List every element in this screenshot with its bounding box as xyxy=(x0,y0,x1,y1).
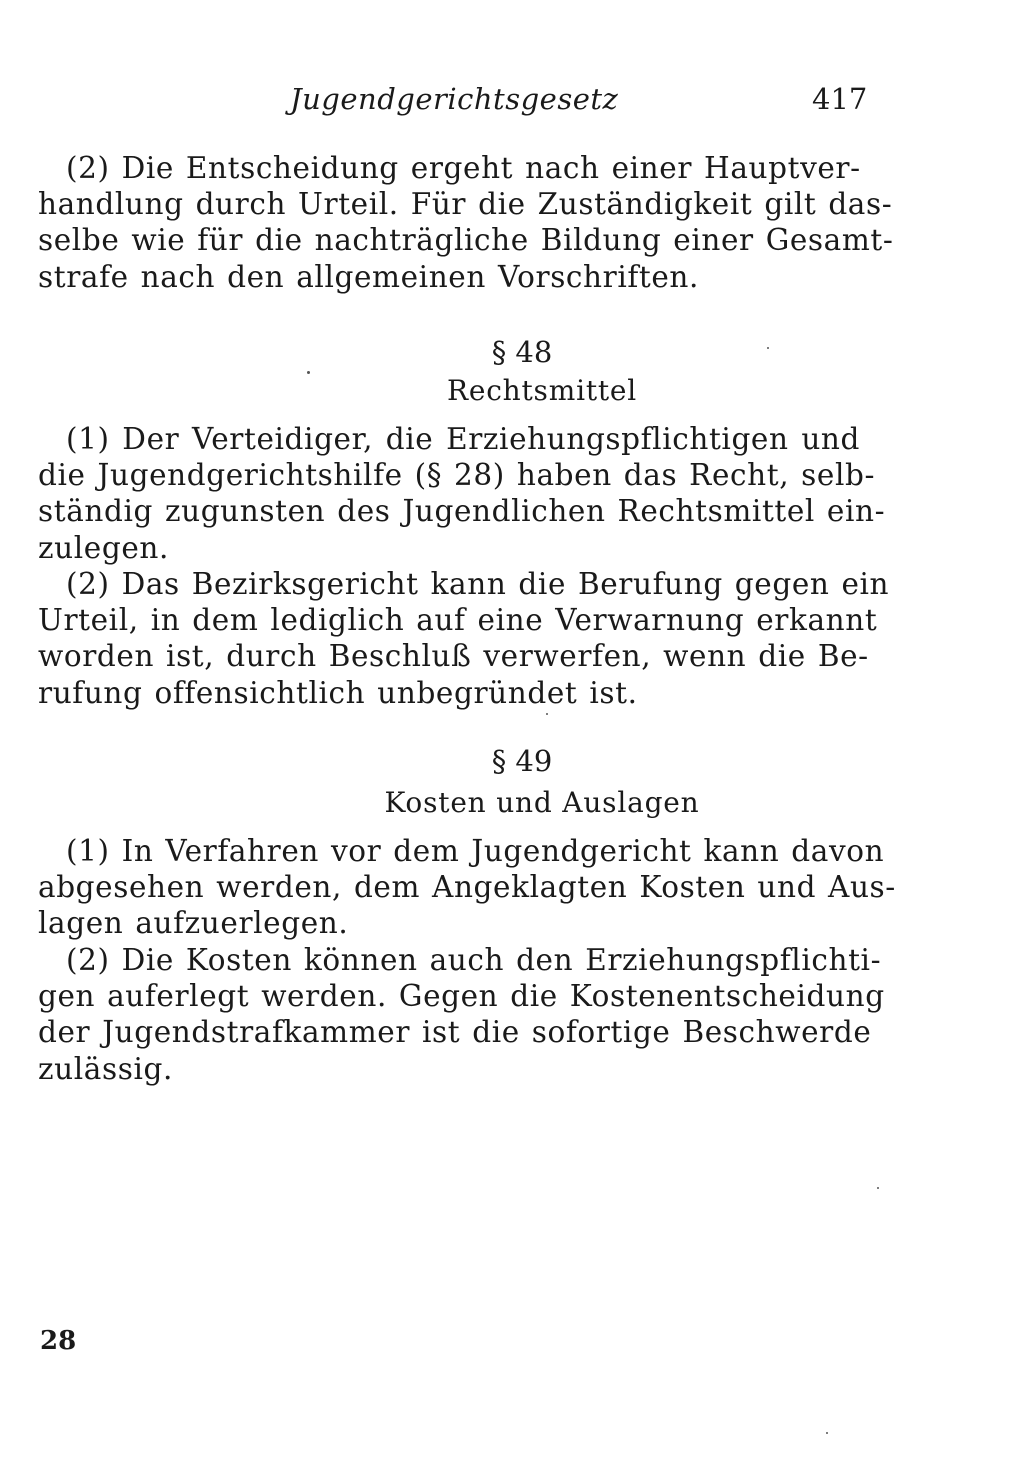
text-line: gen auferlegt werden. Gegen die Kostenentscheidung xyxy=(38,979,885,1014)
paragraph-continuation xyxy=(38,150,894,295)
page-number: 417 xyxy=(812,82,868,116)
section-49-paragraph-2 xyxy=(38,942,885,1087)
text-line: strafe nach den allgemeinen Vorschriften. xyxy=(38,259,700,294)
text-line: zulegen. xyxy=(38,530,169,565)
section-48-paragraph-1 xyxy=(38,421,886,566)
text-line: handlung durch Urteil. Für die Zuständigkeit gilt das- xyxy=(38,187,893,222)
scan-speck xyxy=(546,713,548,715)
text-line: zulässig. xyxy=(38,1051,173,1086)
text-line: (2) Die Kosten können auch den Erziehungspflichti- xyxy=(66,943,882,977)
scan-speck xyxy=(826,1432,828,1434)
text-line: die Jugendgerichtshilfe (§ 28) haben das Recht, selb- xyxy=(38,458,876,493)
text-line: der Jugendstrafkammer ist die sofortige Beschwerde xyxy=(38,1015,872,1050)
section-49-number: § 49 xyxy=(491,744,553,778)
section-48-number: § 48 xyxy=(491,335,553,369)
section-49-title: Kosten und Auslagen xyxy=(384,786,700,819)
text-line: (2) Das Bezirksgericht kann die Berufung gegen ein xyxy=(66,567,890,601)
printer-signature-mark: 28 xyxy=(40,1326,77,1356)
section-48-paragraph-2 xyxy=(38,566,890,711)
text-line: worden ist, durch Beschluß verwerfen, wenn die Be- xyxy=(38,639,869,674)
text-line: selbe wie für die nachträgliche Bildung einer Gesamt- xyxy=(38,223,894,258)
text-line: lagen aufzuerlegen. xyxy=(38,906,349,941)
scan-speck xyxy=(877,1187,879,1189)
text-line: (1) In Verfahren vor dem Jugendgericht kann davon xyxy=(66,834,885,868)
text-line: Urteil, in dem lediglich auf eine Verwarnung erkannt xyxy=(38,603,878,638)
scan-speck xyxy=(307,371,310,374)
section-48-title: Rechtsmittel xyxy=(446,374,638,407)
running-header-title: Jugendgerichtsgesetz xyxy=(290,82,619,116)
text-line: rufung offensichtlich unbegründet ist. xyxy=(38,675,638,710)
text-line: abgesehen werden, dem Angeklagten Kosten und Aus- xyxy=(38,870,896,905)
text-line: (1) Der Verteidiger, die Erziehungspflichtigen und xyxy=(66,422,860,456)
section-49-paragraph-1 xyxy=(38,833,896,942)
text-line: (2) Die Entscheidung ergeht nach einer Hauptver- xyxy=(66,151,861,185)
text-line: ständig zugunsten des Jugendlichen Rechtsmittel ein- xyxy=(38,494,886,529)
scan-speck xyxy=(767,347,769,349)
